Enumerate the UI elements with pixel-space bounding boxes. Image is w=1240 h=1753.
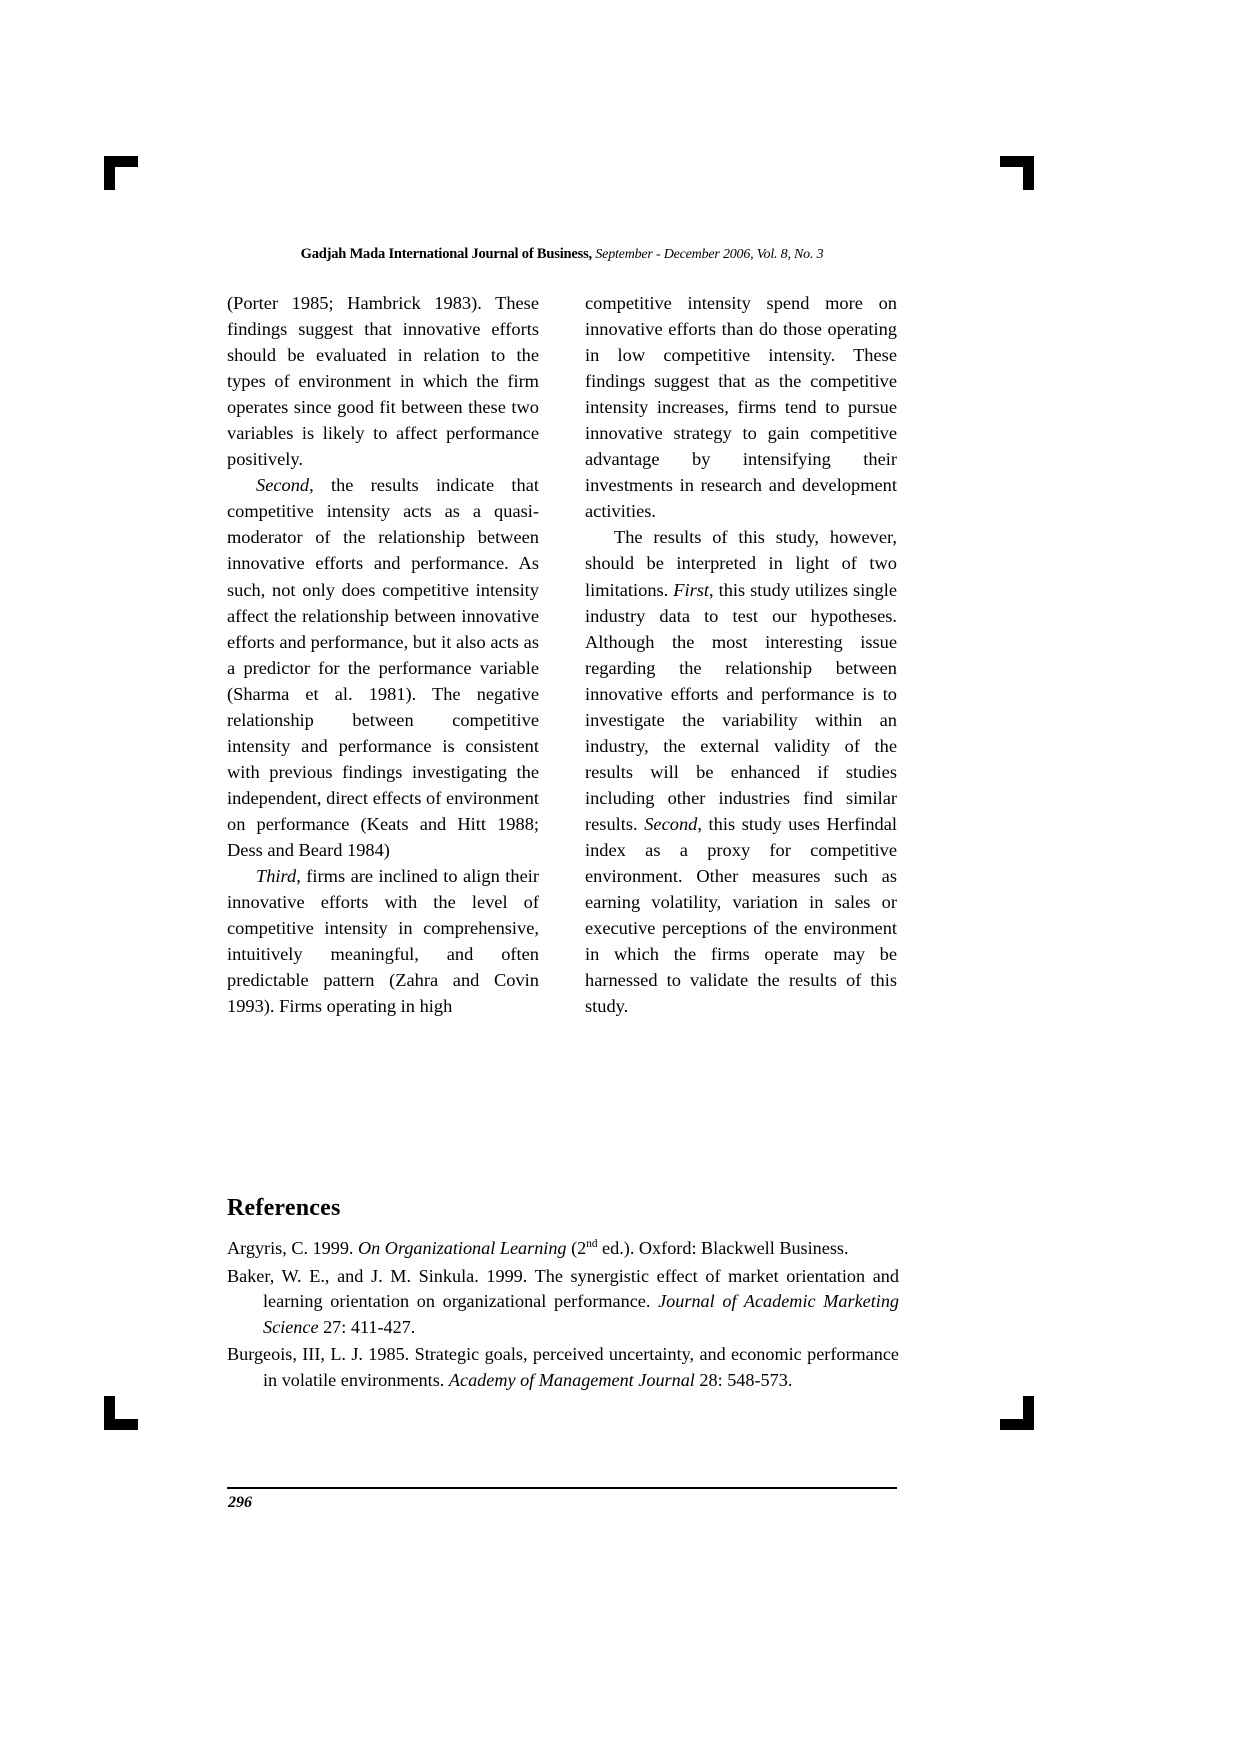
reference-ordinal-superscript: nd xyxy=(586,1237,598,1250)
reference-author-year: Baker, W. E., and J. M. Sinkula. 1999. The synergistic effect of market orientation and learning orientation on organizational performance. xyxy=(227,1265,899,1312)
left-column xyxy=(227,290,539,1019)
reference-author-year: Argyris, C. 1999. xyxy=(227,1238,359,1258)
running-head xyxy=(227,246,897,263)
paragraph-p4: competitive intensity spend more on innovative efforts than do those operating in low competitive intensity. These findings suggest that as the competitive intensity increases, firms tend to pursue innovative strategy to gain competitive advantage by intensifying their investments in research and development activities. xyxy=(585,293,897,522)
references-heading: References xyxy=(227,1195,341,1221)
reference-rest: 27: 411-427. xyxy=(318,1316,416,1337)
paragraph-p1: (Porter 1985; Hambrick 1983). These findings suggest that innovative efforts should be evaluated in relation to the types of environment in which the firm operates since good fit between these two variables is likely to affect performance positively. xyxy=(227,293,539,470)
crop-mark-top-right-icon xyxy=(1000,156,1034,190)
reference-rest: 28: 548-573. xyxy=(694,1369,793,1390)
italic-second: Second xyxy=(644,813,698,834)
reference-entry-baker xyxy=(227,1264,899,1341)
reference-entry-burgeois xyxy=(227,1342,899,1393)
paragraph-p2-text: , the results indicate that competitive intensity acts as a quasi-moderator of the relationship between innovative efforts and performance. As such, not only does competitive intensity affect the relationship between innovative efforts and performance, but it also acts as a predictor for the performance variable (Sharma et al. 1981). The negative relationship between competitive intensity and performance is consistent with previous findings investigating the independent, direct effects of environment on performance (Keats and Hitt 1988; Dess and Beard 1984) xyxy=(227,475,539,860)
running-head-journal: Gadjah Mada International Journal of Business, xyxy=(300,246,592,262)
references-section xyxy=(227,1195,899,1396)
lead-italic-third: Third xyxy=(256,866,297,887)
crop-mark-bottom-right-icon xyxy=(1000,1396,1034,1430)
reference-entry-argyris xyxy=(227,1236,899,1262)
reference-rest-2: ed.). Oxford: Blackwell Business. xyxy=(597,1238,849,1258)
running-head-issue: September - December 2006, Vol. 8, No. 3 xyxy=(595,247,824,262)
crop-mark-top-left-icon xyxy=(104,156,138,190)
reference-source: Academy of Management Journal xyxy=(448,1369,695,1390)
reference-title: On Organizational Learning xyxy=(358,1238,567,1258)
reference-source: Journal of Academic Marketing Science xyxy=(263,1291,900,1337)
paragraph-p2 xyxy=(227,472,539,863)
paragraph-p5-after: , this study uses Herfindal index as a proxy for competitive environment. Other measures such as earning volatility, variation in sales or executive perceptions of the environment in which the firms operate may be harnessed to validate the results of this study. xyxy=(585,813,897,1017)
reference-rest-1: (2 xyxy=(566,1238,587,1258)
footer-divider xyxy=(227,1487,897,1489)
crop-mark-bottom-left-icon xyxy=(104,1396,138,1430)
paragraph-p5 xyxy=(585,524,897,1019)
reference-author-year: Burgeois, III, L. J. 1985. Strategic goals, perceived uncertainty, and economic performance in volatile environments. xyxy=(227,1344,899,1390)
paragraph-p5-before: The results of this study, however, should be interpreted in light of two limitations. xyxy=(585,527,897,600)
lead-italic-second: Second xyxy=(256,475,310,496)
page-number: 296 xyxy=(228,1494,252,1511)
right-column xyxy=(585,290,897,1019)
paragraph-p3-text: , firms are inclined to align their innovative efforts with the level of competitive intensity in comprehensive, intuitively meaningful, and often predictable pattern (Zahra and Covin 1993). Firms operating in high xyxy=(227,866,539,1017)
paragraph-p5-mid: , this study utilizes single industry data to test our hypotheses. Although the most interesting issue regarding the relationship between innovative efforts and performance is to investigate the variability within an industry, the external validity of the results will be enhanced if studies including other industries find similar results. xyxy=(585,579,897,834)
body-columns xyxy=(227,290,897,1019)
paragraph-p3 xyxy=(227,863,539,1019)
italic-first: First xyxy=(673,579,710,600)
